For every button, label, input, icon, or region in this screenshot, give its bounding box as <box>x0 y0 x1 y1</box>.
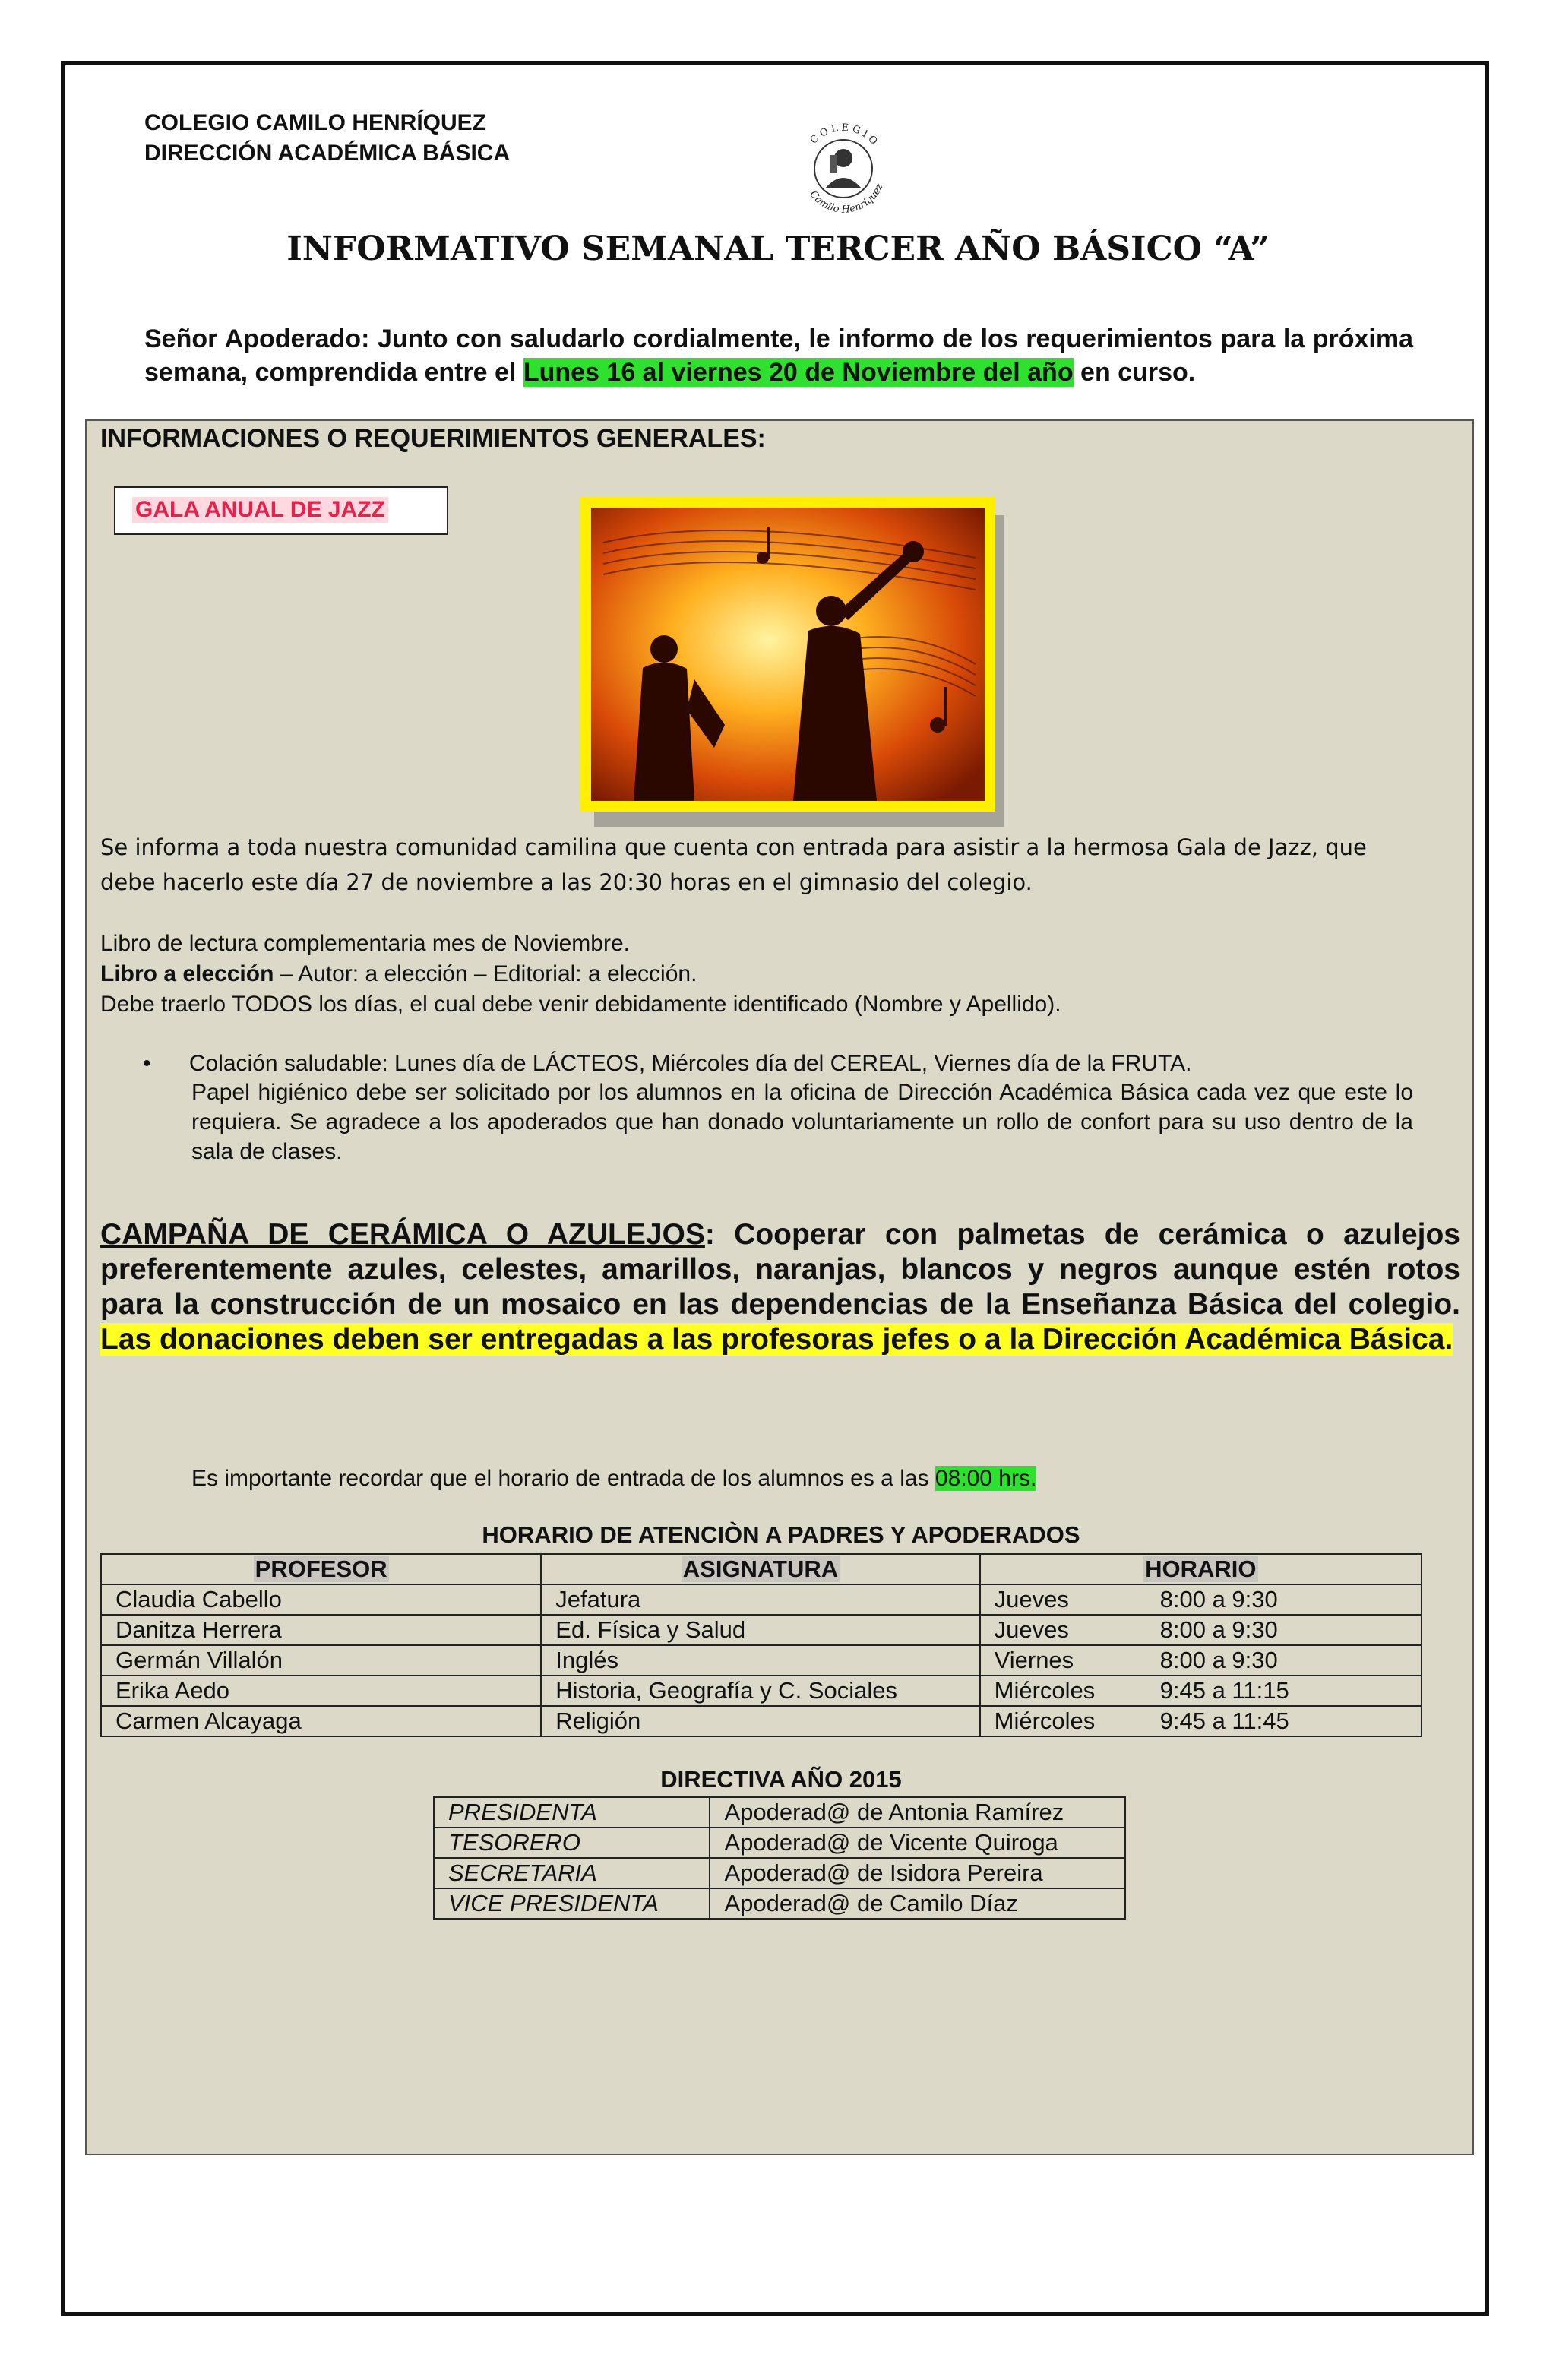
cell-horario: Jueves 8:00 a 9:30 <box>980 1615 1422 1645</box>
cell-nombre: Apoderad@ de Camilo Díaz <box>710 1888 1125 1919</box>
gala-label: GALA ANUAL DE JAZZ <box>132 497 388 523</box>
campaign-title: CAMPAÑA DE CERÁMICA O AZULEJOS <box>100 1218 705 1251</box>
table-row <box>434 1888 1125 1919</box>
intro-date-highlight: Lunes 16 al viernes 20 de Noviembre del año <box>523 358 1074 387</box>
book-line-3: Debe traerlo TODOS los días, el cual debe venir debidamente identificado (Nombre y Apellido). <box>100 992 1061 1017</box>
table-header-row <box>101 1554 1422 1584</box>
table-row <box>434 1828 1125 1858</box>
table-row <box>101 1676 1422 1706</box>
panel-heading: INFORMACIONES O REQUERIMIENTOS GENERALES: <box>100 424 766 453</box>
header-profesor: PROFESOR <box>101 1554 541 1584</box>
cell-nombre: Apoderad@ de Vicente Quiroga <box>710 1828 1125 1858</box>
gala-info-line-1: Se informa a toda nuestra comunidad camilina que cuenta con entrada para asistir a la hermosa Gala de Jazz, que <box>100 834 1367 860</box>
cell-horario: Miércoles 9:45 a 11:15 <box>980 1676 1422 1706</box>
entry-time-note <box>191 1464 1036 1494</box>
school-name: COLEGIO CAMILO HENRÍQUEZ <box>144 110 486 135</box>
table-row <box>101 1584 1422 1615</box>
gala-info <box>100 830 1367 900</box>
page-title: INFORMATIVO SEMANAL TERCER AÑO BÁSICO “A” <box>286 229 1270 268</box>
gala-label-box <box>114 486 448 535</box>
school-header <box>144 108 510 169</box>
cell-profesor: Germán Villalón <box>101 1645 541 1676</box>
snack-text: Colación saludable: Lunes día de LÁCTEOS, Miércoles día del CEREAL, Viernes día de la FRUTA. <box>188 1051 1192 1076</box>
directiva-table <box>433 1796 1126 1920</box>
toilet-paper-note: Papel higiénico debe ser solicitado por los alumnos en la oficina de Dirección Académica Básica cada vez que este lo requiera. Se agradece a los apoderados que han donado voluntariamente un rollo de confort para su uso dentro de la sala de clases. <box>191 1080 1413 1164</box>
cell-asignatura: Inglés <box>541 1645 979 1676</box>
attention-table <box>100 1553 1422 1737</box>
cell-horario: Jueves 8:00 a 9:30 <box>980 1584 1422 1615</box>
table-row <box>434 1797 1125 1828</box>
cell-cargo: TESORERO <box>434 1828 710 1858</box>
cell-profesor: Claudia Cabello <box>101 1584 541 1615</box>
table-row <box>101 1706 1422 1736</box>
cell-asignatura: Historia, Geografía y C. Sociales <box>541 1676 979 1706</box>
intro-text-end: en curso. <box>1073 358 1196 387</box>
table-row <box>434 1858 1125 1888</box>
cell-horario: Miércoles 9:45 a 11:45 <box>980 1706 1422 1736</box>
campaign-text: : Cooperar con palmetas de cerámica o azulejos preferentemente azules, celestes, amarillos, naranjas, blancos y negros aunque estén rotos para la construcción de un mosaico en las dependencias de la Enseñanza Básica del colegio. <box>100 1218 1461 1321</box>
cell-asignatura: Ed. Física y Salud <box>541 1615 979 1645</box>
campaign-paragraph <box>100 1217 1460 1357</box>
cell-asignatura: Jefatura <box>541 1584 979 1615</box>
snack-bullet <box>143 1049 1191 1079</box>
entry-time-highlight: 08:00 hrs. <box>935 1466 1037 1491</box>
cell-profesor: Carmen Alcayaga <box>101 1706 541 1736</box>
bullet-icon: • <box>143 1051 151 1076</box>
intro-paragraph <box>144 322 1413 389</box>
book-line-2 <box>100 959 1061 989</box>
gala-info-line-2: debe hacerlo este día 27 de noviembre a las 20:30 horas en el gimnasio del colegio. <box>100 869 1033 895</box>
header-horario: HORARIO <box>980 1554 1422 1584</box>
cell-profesor: Danitza Herrera <box>101 1615 541 1645</box>
book-line-2-bold: Libro a elección <box>100 961 274 986</box>
cell-cargo: PRESIDENTA <box>434 1797 710 1828</box>
reading-book-section <box>100 929 1061 1020</box>
cell-horario: Viernes 8:00 a 9:30 <box>980 1645 1422 1676</box>
school-logo <box>790 116 897 214</box>
department-name: DIRECCIÓN ACADÉMICA BÁSICA <box>144 141 511 166</box>
cell-profesor: Erika Aedo <box>101 1676 541 1706</box>
campaign-highlight: Las donaciones deben ser entregadas a las profesoras jefes o a la Dirección Académica Básica. <box>100 1323 1453 1356</box>
directiva-title: DIRECTIVA AÑO 2015 <box>660 1766 902 1793</box>
intro-text: Señor Apoderado: Junto con saludarlo cordialmente, le informo de los requerimientos para la próxima semana, comprendida entre el <box>144 324 1413 387</box>
jazz-image <box>580 497 995 812</box>
header-asignatura: ASIGNATURA <box>541 1554 979 1584</box>
jazz-illustration <box>580 497 995 812</box>
info-panel <box>85 419 1474 2155</box>
cell-cargo: VICE PRESIDENTA <box>434 1888 710 1919</box>
cell-cargo: SECRETARIA <box>434 1858 710 1888</box>
logo-top-text: COLEGIO <box>808 122 882 150</box>
logo-bottom-text: Camilo Henríquez <box>807 182 886 214</box>
book-line-1: Libro de lectura complementaria mes de Noviembre. <box>100 931 630 956</box>
entry-time-text: Es importante recordar que el horario de entrada de los alumnos es a las <box>191 1466 935 1491</box>
cell-asignatura: Religión <box>541 1706 979 1736</box>
cell-nombre: Apoderad@ de Isidora Pereira <box>710 1858 1125 1888</box>
book-line-2-rest: – Autor: a elección – Editorial: a elección. <box>274 961 697 986</box>
cell-nombre: Apoderad@ de Antonia Ramírez <box>710 1797 1125 1828</box>
table-row <box>101 1615 1422 1645</box>
table-row <box>101 1645 1422 1676</box>
attention-schedule-title: HORARIO DE ATENCIÒN A PADRES Y APODERADOS <box>482 1521 1080 1548</box>
